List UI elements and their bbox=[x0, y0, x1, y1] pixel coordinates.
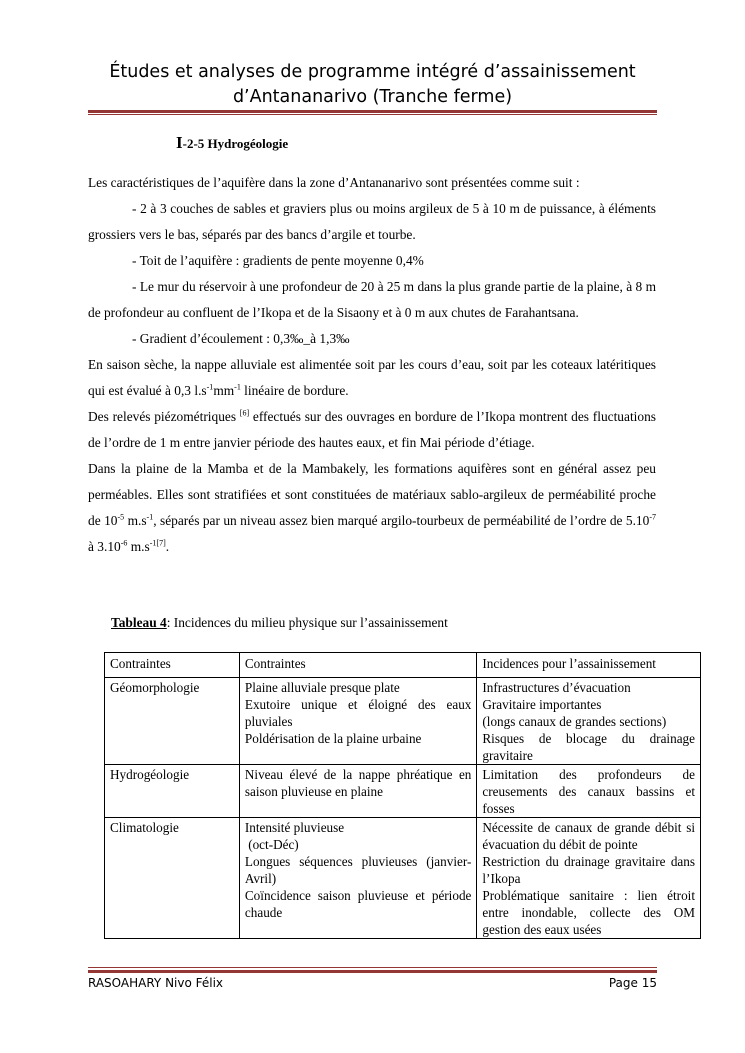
p3-text-f: . bbox=[165, 539, 170, 554]
table-row bbox=[105, 765, 701, 818]
table-cell-constraint: Climatologie bbox=[105, 818, 240, 939]
footer-rule-thin bbox=[88, 967, 657, 968]
bullet-sand-layers: - 2 à 3 couches de sables et graviers plus ou moins argileux de 5 à 10 m de puissance, à éléments grossiers vers le bas, séparés par des bancs d’argile et tourbe. bbox=[88, 201, 656, 242]
section-heading bbox=[176, 133, 288, 153]
paragraph-piezometric bbox=[88, 404, 656, 456]
cell-line: (oct-Déc) bbox=[244, 837, 299, 852]
section-number-major: I bbox=[176, 133, 183, 152]
p3-text-e: m.s bbox=[127, 539, 150, 554]
table-cell-details bbox=[239, 765, 477, 818]
table-row bbox=[105, 678, 701, 765]
table-header-cell: Contraintes bbox=[105, 653, 240, 678]
bullet-flow-gradient: - Gradient d’écoulement : 0,3‰_à 1,3‰ bbox=[132, 331, 350, 346]
p2-text-b: effectués sur des ouvrages en bordure de l’Ikopa montrent des fluctuations de l’ordre de 1 m entre janvier période des hautes eaux, et fin Mai période d’étiage. bbox=[88, 409, 656, 450]
p3-sup-4: -6 bbox=[120, 538, 128, 548]
cell-line: (longs canaux de grandes sections) bbox=[482, 714, 667, 729]
p1-sup-2: -1 bbox=[234, 382, 241, 392]
p3-sup-1: -5 bbox=[117, 512, 125, 522]
cell-line: Nécessite de canaux de grande débit si évacuation du débit de pointe bbox=[482, 820, 695, 852]
cell-line: Gravitaire importantes bbox=[482, 697, 602, 712]
cell-line: Risques de blocage du drainage gravitaire bbox=[482, 731, 695, 763]
p2-reference: [6] bbox=[239, 408, 250, 418]
bullet-aquifer-roof: - Toit de l’aquifère : gradients de pente moyenne 0,4% bbox=[132, 253, 424, 268]
footer-page-number: Page 15 bbox=[608, 976, 657, 990]
bullet-reservoir-wall: - Le mur du réservoir à une profondeur de 20 à 25 m dans la plus grande partie de la plaine, à 8 m de profondeur au confluent de l’Ikopa et de la Sisaony et à 0 m aux chutes de Farahantsana. bbox=[88, 279, 656, 320]
p3-sup-5: -1[7] bbox=[149, 538, 166, 548]
document-header bbox=[80, 60, 665, 110]
paragraph-dry-season bbox=[88, 352, 656, 404]
p3-text-b: m.s bbox=[124, 513, 147, 528]
p2-text-a: Des relevés piézométriques bbox=[88, 409, 240, 424]
cell-line: Niveau élevé de la nappe phréatique en saison pluvieuse en plaine bbox=[244, 767, 472, 799]
table-cell-incidence bbox=[477, 818, 701, 939]
header-title-line1: Études et analyses de programme intégré d’assainissement bbox=[109, 62, 636, 82]
cell-line: Intensité pluvieuse bbox=[244, 820, 345, 835]
table-header-row bbox=[105, 653, 701, 678]
cell-line: Problématique sanitaire : lien étroit entre inondable, collecte des OM gestion des eaux usées bbox=[482, 888, 695, 937]
footer-author: RASOAHARY Nivo Félix bbox=[88, 976, 224, 990]
cell-line: Limitation des profondeurs de creusements des canaux bassins et fosses bbox=[482, 767, 695, 816]
table-cell-incidence bbox=[477, 678, 701, 765]
p1-sup-1: -1 bbox=[206, 382, 214, 392]
p3-text-a: Dans la plaine de la Mamba et de la Mambakely, les formations aquifères sont en général assez peu perméables. Elles sont stratifiées et sont constituées de matériaux sablo-argileux de perméabilité proche de 10 bbox=[88, 461, 656, 528]
cell-line: Poldérisation de la plaine urbaine bbox=[244, 731, 422, 746]
p3-text-c: , séparés par un niveau assez bien marqué argilo-tourbeux de perméabilité de l’ordre de 5.10 bbox=[153, 513, 650, 528]
p1-text-b: mm bbox=[213, 383, 235, 398]
cell-line: Plaine alluviale presque plate bbox=[244, 680, 400, 695]
cell-line: Longues séquences pluvieuses (janvier-Avril) bbox=[244, 854, 472, 886]
table-caption-text: : Incidences du milieu physique sur l’assainissement bbox=[166, 615, 448, 630]
incidences-table bbox=[104, 652, 701, 939]
paragraph-mamba-plain bbox=[88, 456, 656, 560]
section-title: -2-5 Hydrogéologie bbox=[182, 136, 289, 151]
table-caption-label: Tableau 4 bbox=[111, 615, 167, 630]
cell-line: Restriction du drainage gravitaire dans l’Ikopa bbox=[482, 854, 695, 886]
table-cell-details bbox=[239, 818, 477, 939]
table-header-cell: Incidences pour l’assainissement bbox=[477, 653, 701, 678]
table-caption bbox=[111, 610, 448, 636]
cell-line: Exutoire unique et éloigné des eaux pluviales bbox=[244, 697, 472, 729]
header-rule-thick bbox=[88, 110, 657, 113]
table-cell-incidence bbox=[477, 765, 701, 818]
p1-text-a: En saison sèche, la nappe alluviale est alimentée soit par les cours d’eau, soit par les coteaux latéritiques qui est évalué à 0,3 l.s bbox=[88, 357, 656, 398]
p3-sup-2: -1 bbox=[146, 512, 154, 522]
table-header-cell: Contraintes bbox=[239, 653, 477, 678]
p3-sup-3: -7 bbox=[649, 512, 656, 522]
p3-text-d: à 3.10 bbox=[88, 539, 121, 554]
table-cell-details bbox=[239, 678, 477, 765]
cell-line: Coïncidence saison pluvieuse et période chaude bbox=[244, 888, 472, 920]
table-cell-constraint: Géomorphologie bbox=[105, 678, 240, 765]
p1-text-c: linéaire de bordure. bbox=[240, 383, 349, 398]
table-cell-constraint: Hydrogéologie bbox=[105, 765, 240, 818]
body-text bbox=[88, 170, 656, 560]
header-title-line2: d’Antananarivo (Tranche ferme) bbox=[232, 87, 513, 107]
table-row bbox=[105, 818, 701, 939]
cell-line: Infrastructures d’évacuation bbox=[482, 680, 631, 695]
intro-paragraph: Les caractéristiques de l’aquifère dans la zone d’Antananarivo sont présentées comme suit : bbox=[88, 175, 580, 190]
header-rule-thin bbox=[88, 114, 657, 115]
footer-rule-thick bbox=[88, 970, 657, 973]
